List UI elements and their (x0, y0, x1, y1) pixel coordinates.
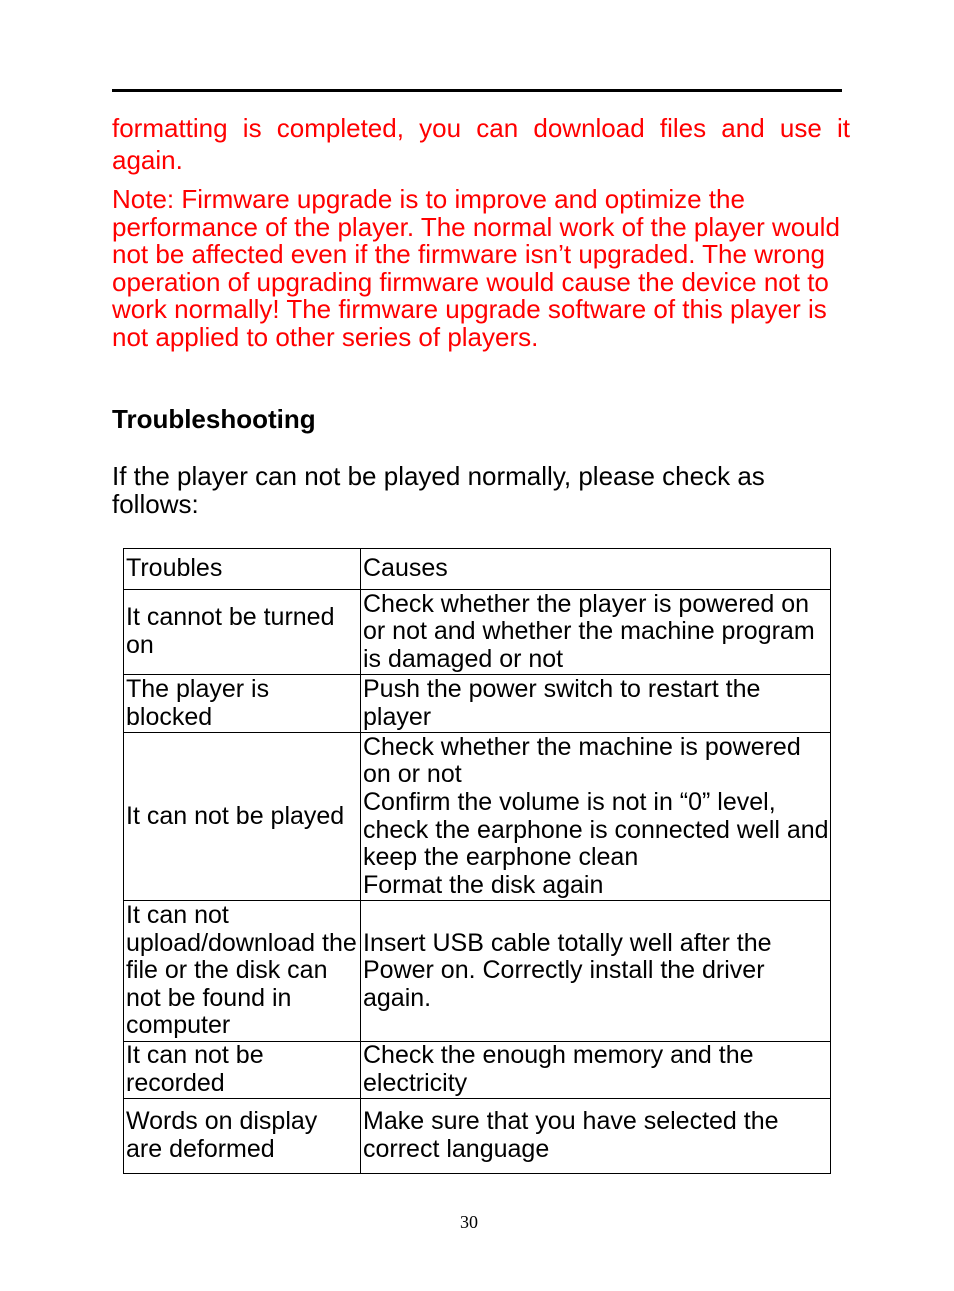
table-row (124, 733, 831, 901)
formatting-paragraph: formatting is completed, you can download files and use it again. (112, 113, 850, 175)
cause-line: Format the disk again (363, 870, 604, 899)
section-heading: Troubleshooting (112, 404, 316, 434)
header-rule (112, 89, 842, 92)
table-row (124, 1099, 831, 1174)
firmware-note-paragraph: Note: Firmware upgrade is to improve and optimize the performance of the player. The normal work of the player would not be affected even if the firmware isn’t upgraded. The wrong operation of upgrading firmware would cause the device not to work normally! The firmware upgrade software of this player is not applied to other series of players. (112, 184, 840, 352)
cause-cell: Check the enough memory and the electricity (361, 1042, 831, 1099)
cause-cell: Check whether the player is powered on or not and whether the machine program is damaged or not (361, 590, 831, 675)
cause-line: Confirm the volume is not in “0” level, check the earphone is connected well and keep the earphone clean (363, 787, 829, 872)
table-header-row (124, 549, 831, 590)
trouble-cell: The player is blocked (124, 675, 361, 733)
cause-cell: Make sure that you have selected the correct language (361, 1099, 831, 1174)
header-cell-troubles: Troubles (124, 549, 361, 590)
table-row (124, 675, 831, 733)
trouble-cell: It can not be recorded (124, 1042, 361, 1099)
header-cell-causes: Causes (361, 549, 831, 590)
cause-cell (361, 733, 831, 901)
table-row (124, 590, 831, 675)
trouble-cell: Words on display are deformed (124, 1099, 361, 1174)
cause-cell: Push the power switch to restart the player (361, 675, 831, 733)
trouble-cell: It can not upload/download the file or the disk can not be found in computer (124, 901, 361, 1042)
table-row (124, 901, 831, 1042)
cause-line: Check whether the machine is powered on or not (363, 732, 801, 789)
troubleshooting-table (123, 548, 831, 1174)
table-row (124, 1042, 831, 1099)
cause-cell: Insert USB cable totally well after the Power on. Correctly install the driver again. (361, 901, 831, 1042)
trouble-cell: It can not be played (124, 733, 361, 901)
intro-paragraph: If the player can not be played normally, please check as follows: (112, 461, 765, 519)
trouble-cell: It cannot be turned on (124, 590, 361, 675)
page-number: 30 (460, 1212, 478, 1232)
